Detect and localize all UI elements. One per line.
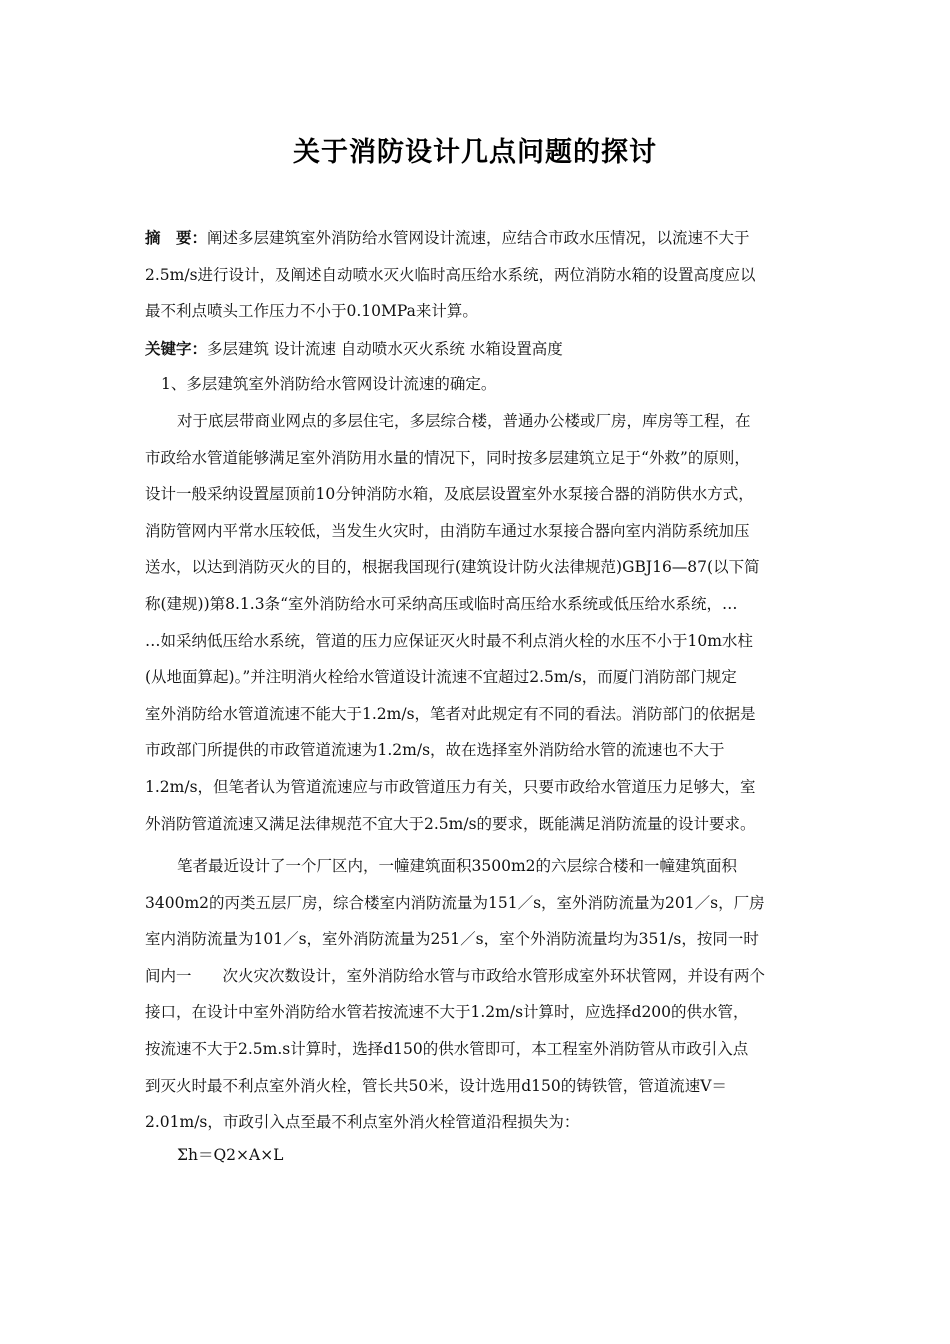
paragraph-line: 到灭火时最不利点室外消火栓，管长共50米，设计选用d150的铸铁管，管道流速V＝ bbox=[145, 1076, 727, 1095]
keywords-block bbox=[145, 331, 815, 368]
abstract-line: 最不利点喷头工作压力不小于0.10MPa来计算。 bbox=[145, 302, 478, 321]
paragraph-2 bbox=[145, 848, 815, 1141]
paragraph-line: 送水，以达到消防灭火的目的，根据我国现行(建筑设计防火法律规范)GBJ16—87(以下简 bbox=[145, 558, 760, 577]
paragraph-line: 1.2m/s，但笔者认为管道流速应与市政管道压力有关，只要市政给水管道压力足够大，室 bbox=[145, 777, 756, 796]
abstract-line bbox=[145, 220, 815, 257]
paragraph-line: 室内消防流量为101／s，室外消防流量为251／s，室个外消防流量均为351/s，按同一时 bbox=[145, 930, 759, 949]
paragraph-line: 称(建规))第8.1.3条“室外消防给水可采纳高压或临时高压给水系统或低压给水系统，… bbox=[145, 594, 738, 613]
abstract-block bbox=[145, 220, 815, 330]
keywords-text: 多层建筑 设计流速 自动喷水灭火系统 水箱设置高度 bbox=[207, 340, 563, 358]
formula: Σh＝Q2×A×L bbox=[177, 1146, 284, 1164]
paragraph-line: 外消防管道流速又满足法律规范不宜大于2.5m/s的要求，既能满足消防流量的设计要求。 bbox=[145, 814, 756, 833]
paragraph-line: 室外消防给水管道流速不能大于1.2m/s，笔者对此规定有不同的看法。消防部门的依据是 bbox=[145, 704, 756, 723]
paragraph-line: 接口，在设计中室外消防给水管若按流速不大于1.2m/s计算时，应选择d200的供水管， bbox=[145, 1003, 749, 1022]
keywords-line bbox=[145, 331, 815, 368]
paragraph-line: 3400m2的丙类五层厂房，综合楼室内消防流量为151／s，室外消防流量为201／s，厂房 bbox=[145, 893, 765, 912]
paragraph-line: 按流速不大于2.5m.s计算时，选择d150的供水管即可，本工程室外消防管从市政引入点 bbox=[145, 1039, 749, 1058]
paragraph-1 bbox=[145, 403, 815, 842]
paragraph-line: 市政给水管道能够满足室外消防用水量的情况下，同时按多层建筑立足于“外救”的原则， bbox=[145, 448, 750, 467]
paragraph-line: 笔者最近设计了一个厂区内，一幢建筑面积3500m2的六层综合楼和一幢建筑面积 bbox=[177, 857, 738, 875]
keywords-label: 关键字： bbox=[145, 340, 208, 358]
paragraph-line: 消防管网内平常水压较低，当发生火灾时，由消防车通过水泵接合器向室内消防系统加压 bbox=[145, 521, 750, 540]
paragraph-line: 间内一 次火灾次数设计，室外消防给水管与市政给水管形成室外环状管网，并设有两个 bbox=[145, 966, 766, 985]
abstract-text: 阐述多层建筑室外消防给水管网设计流速，应结合市政水压情况，以流速不大于 bbox=[207, 229, 750, 247]
paragraph-line: …如采纳低压给水系统，管道的压力应保证灭火时最不利点消火栓的水压不小于10m水柱 bbox=[145, 631, 753, 650]
paragraph-line: 对于底层带商业网点的多层住宅，多层综合楼，普通办公楼或厂房，库房等工程，在 bbox=[177, 412, 751, 430]
paragraph-line: (从地面算起)。”并注明消火栓给水管道设计流速不宜超过2.5m/s，而厦门消防部门规定 bbox=[145, 668, 737, 687]
paragraph-line: 2.01m/s，市政引入点至最不利点室外消火栓管道沿程损失为： bbox=[145, 1113, 580, 1132]
paragraph-line: 市政部门所提供的市政管道流速为1.2m/s，故在选择室外消防给水管的流速也不大于 bbox=[145, 741, 725, 760]
document-title: 关于消防设计几点问题的探讨 bbox=[293, 137, 657, 168]
abstract-line: 2.5m/s进行设计，及阐述自动喷水灭火临时高压给水系统，两位消防水箱的设置高度应以 bbox=[145, 265, 756, 284]
abstract-label: 摘 要： bbox=[145, 229, 208, 247]
section-heading: 1、多层建筑室外消防给水管网设计流速的确定。 bbox=[161, 375, 497, 393]
paragraph-line: 设计一般采纳设置屋顶前10分钟消防水箱，及底层设置室外水泵接合器的消防供水方式， bbox=[145, 485, 754, 504]
